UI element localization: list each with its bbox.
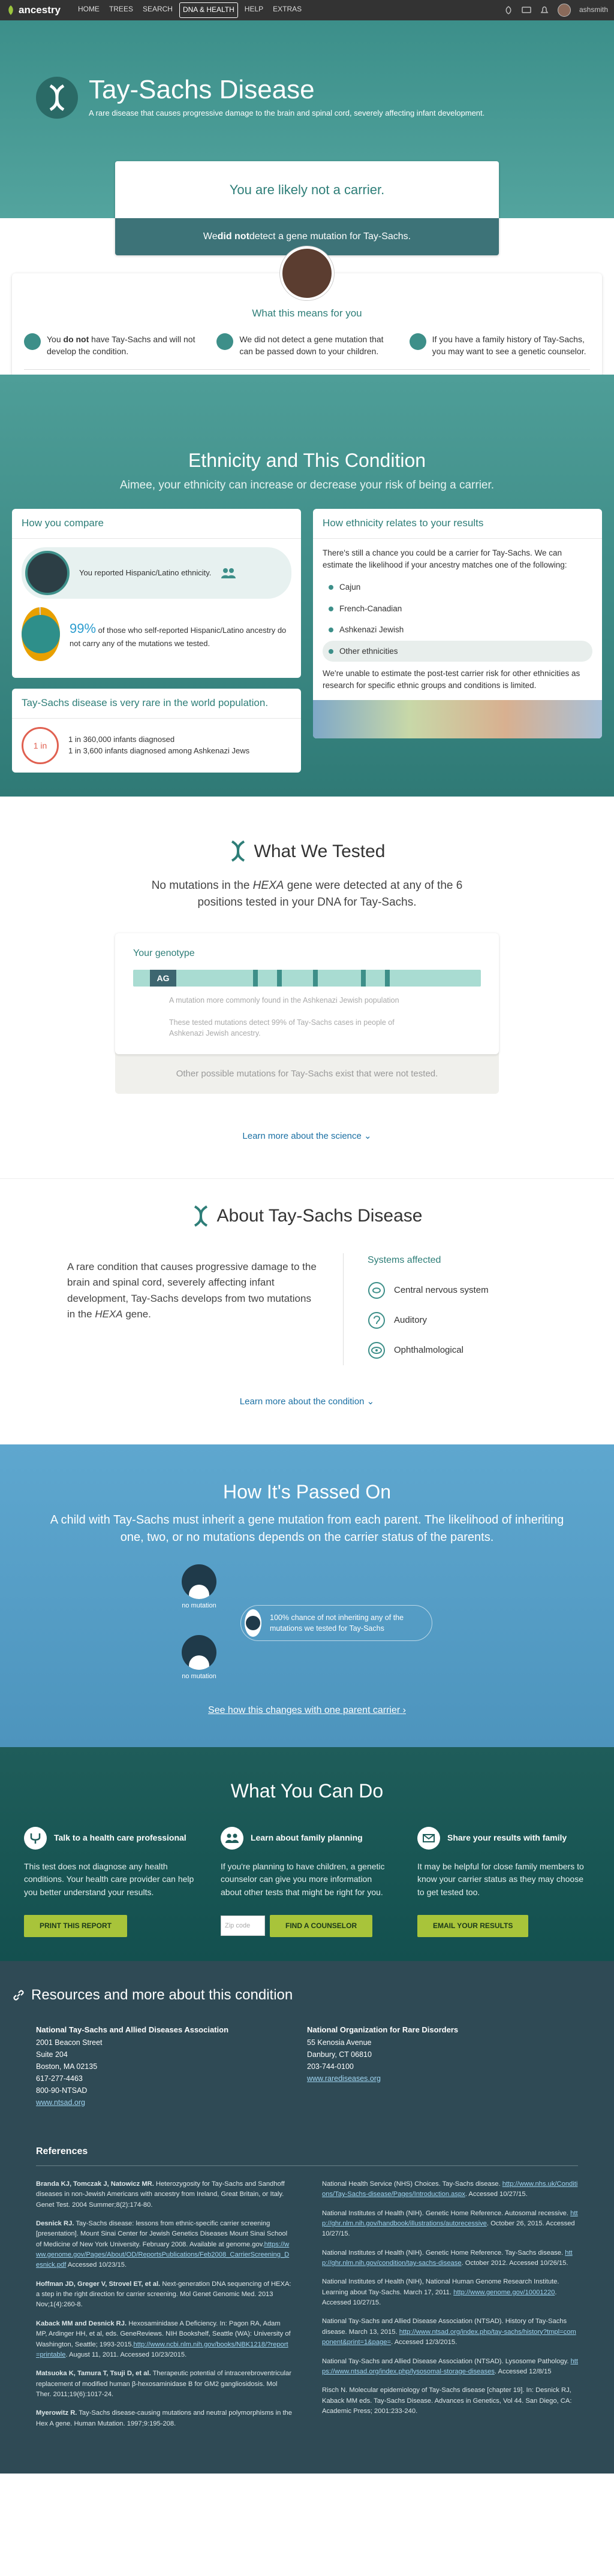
means-item-text	[432, 333, 590, 358]
bullet-icon	[329, 628, 333, 632]
org-line: Suite 204	[36, 2050, 68, 2059]
nav-links	[75, 2, 305, 17]
reference-link[interactable]: http://www.nhs.uk/Conditions/Tay-Sachs-disease/Pages/Introduction.aspx	[322, 2180, 578, 2198]
about-text	[55, 1253, 343, 1365]
about-grid	[55, 1253, 559, 1365]
genotype-marker[interactable]: AG	[150, 970, 176, 987]
systems-title: Systems affected	[368, 1254, 441, 1265]
system-label: Central nervous system	[394, 1285, 489, 1296]
user-photo-small	[25, 551, 70, 595]
ear-icon	[368, 1311, 386, 1329]
reference-text: Risch N. Molecular epidemiology of Tay-Sachs disease [chapter 19]. In: Desnick RJ, Kaback MM eds. Tay-Sachs Disease. Advances in Genetics, Vol 44. San Diego, CA: Academic Press; 2001:233-240.	[322, 2387, 572, 2415]
reference-item	[36, 2408, 292, 2429]
passed-lead: A child with Tay-Sachs must inherit a gene mutation from each parent. The likelihood of inheriting one, two, or no mutations depends on the carrier status of the parents.	[50, 1513, 564, 1545]
reference-item	[322, 2209, 578, 2240]
org-line: 2001 Beacon Street	[36, 2038, 103, 2047]
genotype-position-tick	[313, 970, 318, 987]
tested-heading	[0, 838, 614, 865]
relates-intro: There's still a chance you could be a carrier for Tay-Sachs. We can estimate the likelihood if your ancestry matches one of the following:	[323, 548, 567, 569]
ethnicity-left-column	[12, 509, 301, 772]
result-detail-bold: did not	[217, 231, 249, 242]
cando-card-text: If you're planning to have children, a genetic counselor can give you more information about other tests that might be right for you.	[221, 1861, 385, 1898]
reference-item	[36, 2179, 292, 2210]
chevron-down-icon: ⌄	[364, 1130, 372, 1141]
org-name: National Tay-Sachs and Allied Diseases Association	[36, 2025, 229, 2034]
reference-link[interactable]: http://www.ntsad.org/index.php/tay-sachs/history?tmpl=component&print=1&page=	[322, 2328, 576, 2346]
references	[36, 2144, 578, 2438]
resource-organizations	[0, 2006, 614, 2109]
resources-heading	[0, 1985, 614, 2006]
inheritance-diagram	[24, 1564, 590, 1682]
percent-text-wrap	[70, 619, 291, 650]
family-icon	[221, 1827, 243, 1850]
reference-item	[322, 2385, 578, 2417]
about-text-post: gene.	[122, 1308, 151, 1320]
genotype-note-detail: These tested mutations detect 99% of Tay-Sachs cases in people of Ashkenazi Jewish ancestry.	[169, 1018, 395, 1037]
reference-authors: Myerowitz R.	[36, 2409, 77, 2417]
relates-card	[313, 509, 602, 738]
parent-2	[182, 1635, 216, 1682]
tested-title: What We Tested	[254, 841, 386, 861]
learn-condition-link[interactable]	[0, 1395, 614, 1408]
means-item	[410, 333, 590, 358]
learn-science-link[interactable]	[0, 1130, 614, 1143]
reference-accessed: . October 2012. Accessed 10/26/15.	[461, 2260, 568, 2267]
percent-value: 99%	[70, 620, 97, 636]
compare-card	[12, 509, 301, 678]
cando-card-title: Learn about family planning	[251, 1833, 363, 1843]
means-item	[216, 333, 397, 358]
ethnicity-group-item	[323, 577, 592, 598]
genotype-position-tick	[361, 970, 366, 987]
learn-condition-label: Learn more about the condition	[239, 1396, 365, 1407]
reference-authors: Desnick RJ.	[36, 2219, 74, 2227]
reference-text: National Health Service (NHS) Choices. Tay-Sachs disease.	[322, 2180, 502, 2188]
references-right	[322, 2179, 578, 2438]
parent-label: no mutation	[182, 1673, 216, 1681]
parent-label: no mutation	[182, 1602, 216, 1610]
top-nav	[0, 0, 614, 20]
genotype-panel	[115, 933, 499, 1093]
means-item-text-pre: You	[47, 334, 64, 344]
means-item-text-pre: If you have a family history of Tay-Sachs, you may want to see a genetic counselor.	[432, 334, 586, 356]
result-detail-pre: We	[203, 231, 218, 242]
bell-icon[interactable]	[540, 6, 549, 14]
reference-accessed: . Accessed 10/27/15.	[465, 2191, 528, 2198]
nav-link[interactable]: SEARCH	[142, 5, 173, 14]
ethnicity-subtitle: Aimee, your ethnicity can increase or decrease your risk of being a carrier.	[119, 478, 495, 491]
cando-card-header	[417, 1827, 590, 1850]
bullet-icon	[329, 607, 333, 611]
reported-text: You reported Hispanic/Latino ethnicity.	[79, 568, 212, 577]
reference-accessed: . August 11, 2011. Accessed 10/23/2015.	[65, 2351, 187, 2358]
nav-link[interactable]: HELP	[244, 5, 264, 14]
leaf-icon	[6, 5, 16, 16]
cando-grid	[24, 1827, 590, 1937]
genotype-title: Your genotype	[133, 948, 195, 959]
resources-section	[0, 1961, 614, 2474]
reference-text: Next-generation DNA sequencing of HEXA: a step in the right direction for carrier screening. Mol Genet Genomic Med. 2013 Nov;1(4):260-8.	[36, 2280, 291, 2309]
dna-icon	[36, 77, 78, 119]
gene-name: HEXA	[252, 879, 284, 892]
cando-card-text: It may be helpful for close family members to know your carrier status as they may choose to get tested too.	[417, 1861, 584, 1898]
check-icon	[24, 333, 41, 350]
cando-title: What You Can Do	[230, 1780, 384, 1802]
reference-text: National Institutes of Health (NIH). Genetic Home Reference. Autosomal recessive.	[322, 2209, 571, 2217]
resources-title: Resources and more about this condition	[31, 1987, 293, 2004]
nav-link[interactable]: DNA & HEALTH	[179, 2, 238, 17]
print-report-button[interactable]: PRINT THIS REPORT	[24, 1915, 127, 1937]
username[interactable]: ashsmith	[579, 5, 608, 14]
reference-link[interactable]: https://www.ntsad.org/index.php/lysosomal-storage-diseases	[322, 2357, 579, 2375]
rare-card	[12, 689, 301, 773]
tested-lead-post: gene were detected at any of the 6 positions tested in your DNA for Tay-Sachs.	[197, 879, 463, 909]
one-parent-carrier-label: See how this changes with one parent carrier	[208, 1705, 401, 1716]
nav-link[interactable]: EXTRAS	[273, 5, 302, 14]
child-result-text: 100% chance of not inheriting any of the mutations we tested for Tay-Sachs	[270, 1613, 404, 1633]
ethnicity-group-item	[323, 641, 592, 662]
systems-affected	[343, 1253, 559, 1365]
reference-link[interactable]: http://ghr.nlm.nih.gov/handbook/illustrations/autorecessive	[322, 2209, 578, 2227]
one-parent-carrier-link[interactable]	[24, 1703, 590, 1717]
reference-link[interactable]: http://www.genome.gov/10001220	[453, 2288, 555, 2296]
reference-text: Therapeutic potential of intracerebroventricular replacement of modified human β-hexosaminidase B for GM2 gangliosidosis. Mol Ther. 2011;19(6):1017-24.	[36, 2370, 291, 2398]
result-detail-post: detect a gene mutation for Tay-Sachs.	[249, 231, 411, 242]
ethnicity-group-label: Other ethnicities	[339, 646, 398, 656]
cando-card-share	[417, 1827, 590, 1937]
email-results-button[interactable]: EMAIL YOUR RESULTS	[417, 1915, 528, 1937]
hero-heading	[36, 76, 484, 119]
nav-link[interactable]: HOME	[77, 5, 100, 14]
org-line: 203-744-0100	[307, 2062, 354, 2071]
reference-link[interactable]: http://www.ncbi.nlm.nih.gov/books/NBK1218/?report=printable	[36, 2340, 288, 2358]
tested-section	[0, 797, 614, 1179]
reference-item	[322, 2179, 578, 2200]
bullet-icon	[329, 585, 333, 590]
passed-title: How It's Passed On	[223, 1480, 391, 1503]
genotype-position-tick	[385, 970, 390, 987]
user-photo	[280, 246, 334, 300]
reference-text: Tay-Sachs disease: lessons from ethnic-specific carrier screening [presentation]. Mount Sinai Center for Jewish Genetics Diseases Mount Sinai School of Medicine of New York University. February 2008. Available at genome.gov.	[36, 2219, 288, 2248]
means-item-text-post: have Tay-Sachs and will not develop the condition.	[47, 334, 195, 356]
cando-card-text: This test does not diagnose any health conditions. Your health care provider can help you better understand your results.	[24, 1861, 194, 1898]
family-icon	[216, 333, 233, 350]
about-heading	[0, 1203, 614, 1229]
reference-link[interactable]: https://www.genome.gov/Pages/About/OD/ReportsPublications/Feb2008_CarrierScreening_Desnick.pdf	[36, 2240, 290, 2269]
percent-stat	[22, 607, 291, 661]
reference-authors: Branda KJ, Tomczak J, Natowicz MR.	[36, 2180, 154, 2188]
reference-item	[36, 2219, 292, 2271]
page-title: Tay-Sachs Disease	[89, 75, 315, 104]
rare-body	[12, 719, 301, 773]
reference-accessed: Accessed 10/23/15.	[66, 2261, 127, 2269]
result-headline: You are likely not a carrier.	[229, 182, 385, 197]
compare-title: How you compare	[12, 509, 301, 539]
rare-title: Tay-Sachs disease is very rare in the world population.	[12, 689, 301, 719]
learn-science-label: Learn more about the science	[242, 1130, 362, 1141]
cando-card-title: Talk to a health care professional	[54, 1833, 186, 1843]
reference-item	[36, 2279, 292, 2310]
references-left	[36, 2179, 292, 2438]
system-item	[368, 1305, 559, 1335]
ethnicity-group-item	[323, 619, 592, 641]
cando-card-header	[24, 1827, 197, 1850]
message-icon[interactable]	[522, 6, 531, 14]
relates-body	[313, 539, 602, 738]
reference-text: Hexosaminidase A Deficiency. In: Pagon RA, Adam MP, Ardinger HH, et al, eds. GeneReviews. NIH Bookshelf, Seattle (WA): University of Washington, Seattle; 1993-2015.	[36, 2319, 291, 2348]
system-item	[368, 1275, 559, 1305]
system-label: Auditory	[394, 1315, 428, 1326]
reference-text: National Institutes of Health (NIH). Genetic Home Reference. Tay-Sachs disease.	[322, 2249, 565, 2257]
genotype-footer: Other possible mutations for Tay-Sachs exist that were not tested.	[176, 1068, 438, 1079]
rare-lines	[68, 734, 249, 757]
ethnicity-group-label: Cajun	[339, 583, 361, 592]
reference-item	[322, 2248, 578, 2269]
ethnicity-section	[0, 375, 614, 796]
counselor-icon	[410, 333, 426, 350]
reference-text: National Institutes of Health (NIH), National Human Genome Research Institute. Learning about Tay-Sachs. March 17, 2011.	[322, 2278, 559, 2296]
reference-text: Heterozygosity for Tay-Sachs and Sandhoff diseases in non-Jewish Americans with ancestry from Ireland, Great Britain, or Italy. Genet Test. 2004 Summer;8(2):174-80.	[36, 2180, 285, 2209]
nav-link[interactable]: TREES	[109, 5, 133, 14]
reference-item	[36, 2369, 292, 2400]
references-columns	[36, 2179, 578, 2438]
person-icon	[182, 1564, 216, 1599]
hero	[0, 20, 614, 242]
means-title: What this means for you	[252, 307, 362, 319]
percent-text: of those who self-reported Hispanic/Latino ancestry do not carry any of the mutations we tested.	[70, 625, 287, 648]
what-you-can-do-section	[0, 1747, 614, 1961]
brand-name: ancestry	[19, 4, 61, 16]
about-section	[0, 1178, 614, 1444]
org-line: Boston, MA 02135	[36, 2062, 98, 2071]
percent-donut	[22, 607, 60, 661]
cando-card-header	[221, 1827, 393, 1850]
world-map-image	[313, 700, 602, 738]
cando-card-professional	[24, 1827, 197, 1937]
ethnicity-group-item	[323, 598, 592, 620]
child-icon	[245, 1609, 261, 1637]
reference-text: National Tay-Sachs and Allied Disease Association (NTSAD). Lysosome Pathology.	[322, 2357, 571, 2365]
org-line: 617-277-4463	[36, 2074, 83, 2083]
rare-line: 1 in 360,000 infants diagnosed	[68, 734, 175, 744]
reference-accessed: . October 26, 2015. Accessed 10/27/15.	[322, 2219, 575, 2238]
ethnicity-group-label: Ashkenazi Jewish	[339, 625, 404, 635]
genotype-bar	[133, 970, 481, 987]
parent-1	[182, 1564, 216, 1611]
ancestry-logo[interactable]	[6, 3, 61, 18]
genotype-position-tick	[277, 970, 282, 987]
ethnicity-title: Ethnicity and This Condition	[188, 450, 426, 472]
reference-item	[36, 2319, 292, 2360]
parents	[182, 1564, 216, 1682]
tested-lead	[139, 877, 475, 910]
resource-org	[307, 2024, 578, 2109]
brain-icon	[368, 1281, 386, 1299]
reference-authors: Kaback MM and Desnick RJ.	[36, 2319, 127, 2327]
tested-lead-pre: No mutations in the	[151, 879, 253, 892]
child-result	[240, 1605, 432, 1641]
reported-ethnicity	[22, 547, 291, 599]
chevron-down-icon: ⌄	[366, 1396, 375, 1407]
system-item	[368, 1335, 559, 1365]
ethnicity-group-label: French-Canadian	[339, 604, 402, 613]
user-avatar[interactable]	[558, 4, 571, 17]
org-line: Danbury, CT 06810	[307, 2050, 372, 2059]
reference-accessed: . Accessed 12/3/2015.	[391, 2339, 458, 2346]
people-icon	[221, 567, 236, 579]
genotype-card	[115, 933, 499, 1054]
means-items	[24, 333, 590, 358]
relates-title: How ethnicity relates to your results	[313, 509, 602, 539]
system-label: Ophthalmological	[394, 1345, 463, 1356]
reference-authors: Matsuoka K, Tamura T, Tsuji D, et al.	[36, 2370, 151, 2378]
references-title: References	[36, 2144, 578, 2166]
bullet-icon	[329, 649, 333, 654]
cando-card-title: Share your results with family	[447, 1833, 567, 1843]
org-line: 800-90-NTSAD	[36, 2086, 88, 2095]
means-item-text-pre: We did not detect a gene mutation that can be passed down to your children.	[239, 334, 384, 356]
means-item-text-bold: do not	[63, 334, 89, 344]
zip-code-input[interactable]: Zip code	[221, 1916, 265, 1936]
compare-body	[12, 539, 301, 678]
result-card	[115, 161, 499, 255]
reference-item	[322, 2277, 578, 2308]
reference-text: National Tay-Sachs and Allied Disease Association (NTSAD). History of Tay-Sachs disease. March 13, 2015.	[322, 2318, 567, 2336]
rare-ring: 1 in	[22, 727, 59, 764]
link-icon	[12, 1989, 25, 2002]
ethnicity-right-column	[313, 509, 602, 772]
ethnicity-groups	[323, 577, 592, 662]
leaf-outline-icon[interactable]	[504, 6, 513, 14]
dna-icon	[192, 1205, 210, 1227]
nav-right	[504, 4, 608, 17]
genotype-note: A mutation more commonly found in the Ashkenazi Jewish population	[169, 996, 399, 1005]
cando-card-family-planning	[221, 1827, 393, 1937]
about-text-pre: A rare condition that causes progressive damage to the brain and spinal cord, severely affecting infant development, Tay-Sachs develops from two mutations in the	[67, 1260, 317, 1320]
email-icon	[417, 1827, 440, 1850]
means-item-text	[239, 333, 397, 358]
org-link[interactable]: www.rarediseases.org	[307, 2074, 381, 2083]
reference-authors: Hoffman JD, Greger V, Strovel ET, et al.	[36, 2280, 161, 2288]
relates-note: We're unable to estimate the post-test carrier risk for other ethnicities as research for specific ethnic groups and conditions is limited.	[323, 669, 580, 690]
find-counselor-button[interactable]: FIND A COUNSELOR	[270, 1915, 372, 1937]
person-icon	[182, 1635, 216, 1670]
dna-icon	[229, 840, 247, 862]
org-line: 55 Kenosia Avenue	[307, 2038, 372, 2047]
reference-item	[322, 2316, 578, 2348]
chevron-right-icon: ›	[402, 1705, 406, 1716]
page-subtitle: A rare disease that causes progressive damage to the brain and spinal cord, severely affecting infant development.	[89, 108, 485, 118]
org-name: National Organization for Rare Disorders	[307, 2025, 459, 2034]
reference-item	[322, 2357, 578, 2378]
reference-text: Tay-Sachs disease-causing mutations and neutral polymorphisms in the Hex A gene. Human Mutation. 1997;9:195-208.	[36, 2409, 292, 2427]
resource-org	[36, 2024, 307, 2109]
reference-accessed: . Accessed 10/27/15.	[322, 2288, 557, 2307]
gene-name: HEXA	[95, 1308, 123, 1320]
reference-link[interactable]: http://ghr.nlm.nih.gov/condition/tay-sachs-disease	[322, 2249, 573, 2267]
means-item	[24, 333, 204, 358]
means-item-text	[47, 333, 204, 358]
passed-on-section	[0, 1444, 614, 1747]
about-title: About Tay-Sachs Disease	[216, 1206, 423, 1226]
rare-line: 1 in 3,600 infants diagnosed among Ashkenazi Jews	[68, 746, 250, 755]
org-link[interactable]: www.ntsad.org	[36, 2098, 85, 2107]
eye-icon	[368, 1341, 386, 1359]
reference-accessed: . Accessed 12/8/15	[494, 2367, 552, 2375]
ethnicity-grid	[12, 509, 602, 772]
genotype-position-tick	[253, 970, 258, 987]
doctor-icon	[24, 1827, 47, 1850]
